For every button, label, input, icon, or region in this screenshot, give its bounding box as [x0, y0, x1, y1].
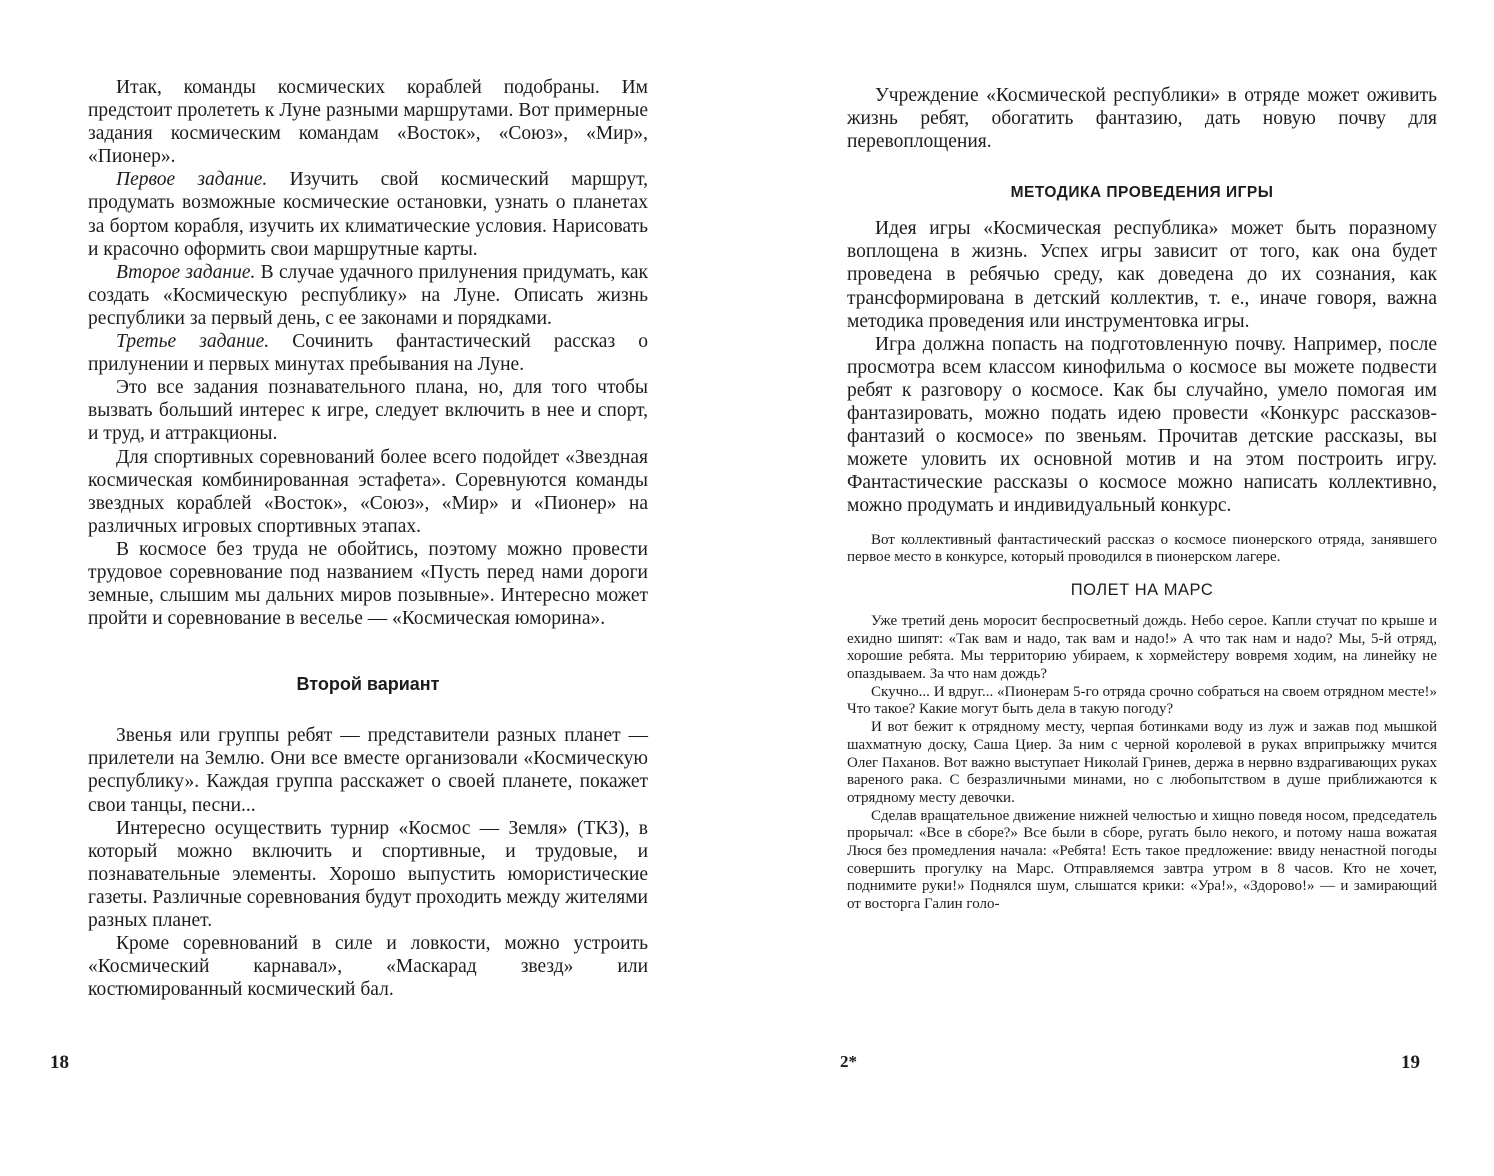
task-label: Второе задание. [116, 261, 256, 283]
right-page [747, 0, 1494, 1176]
story-paragraph: Уже третий день моросит беспросветный дождь. Небо серое. Капли стучат по крыше и ехидно шипят: «Так вам и надо, так вам и надо!» А что так нам и надо? Мы, 5-й отряд, хорошие ребята. Мы территорию убираем, к хормейстеру вовремя ходим, на линейку не опаздываем. За что нам дождь? [847, 612, 1437, 683]
paragraph [88, 330, 648, 376]
paragraph: Звенья или группы ребят — представители разных планет — прилетели на Землю. Они все вместе организовали «Космическую республику». Каждая группа расскажет о своей планете, покажет свои танцы, песни... [88, 725, 648, 816]
paragraph-text: В случае удачного прилунения придумать, как создать «Космическую республику» на Луне. Описать жизнь республики за первый день, с ее законами и порядками. [88, 261, 648, 329]
task-label: Третье задание. [116, 331, 270, 353]
paragraph: Итак, команды космических кораблей подобраны. Им предстоит пролететь к Луне разными маршрутами. Вот примерные задания космическим командам «Восток», «Союз», «Мир», «Пионер». [88, 77, 648, 168]
story-paragraph: И вот бежит к отрядному месту, черпая ботинками воду из луж и зажав под мышкой шахматную доску, Саша Циер. За ним с черной королевой в руках вприпрыжку мчится Олег Паханов. Вот важно выступает Николай Гринев, держа в нервно вздрагивающих руках вареного рака. С безразличными минами, но с любопытством в душе приближаются к отрядному месту девочки. [847, 719, 1437, 806]
paragraph [88, 168, 648, 260]
paragraph: Идея игры «Космическая республика» может быть поразному воплощена в жизнь. Успех игры зависит от того, как она будет проведена в ребячью среду, как доведена до их сознания, как трансформирована в детский коллектив, т. е., иначе говоря, важна методика проведения или инструментовка игры. [847, 218, 1437, 332]
paragraph: Это все задания познавательного плана, но, для того чтобы вызвать больший интерес к игре, следует включить в нее и спорт, и труд, и аттракционы. [88, 377, 648, 445]
paragraph [88, 261, 648, 330]
paragraph-text: Сочинить фантастический рассказ о прилунении и первых минутах пребывания на Луне. [88, 331, 648, 376]
left-column [88, 76, 648, 1001]
note-paragraph: Вот коллективный фантастический рассказ о космосе пионерского отряда, занявшего первое место в конкурсе, который проводился в пионерском лагере. [847, 531, 1437, 566]
section-heading: МЕТОДИКА ПРОВЕДЕНИЯ ИГРЫ [1010, 184, 1274, 202]
paragraph: Кроме соревнований в силе и ловкости, можно устроить «Космический карнавал», «Маскарад звезд» или костюмированный космический бал. [88, 933, 648, 1001]
paragraph: В космосе без труда не обойтись, поэтому можно провести трудовое соревнование под названием «Пусть перед нами дороги земные, слышим мы дальних миров позывные». Интересно может пройти и соревнование в веселье — «Космическая юморина». [88, 538, 648, 630]
story-title: ПОЛЕТ НА МАРС [1070, 580, 1214, 599]
page-number: 19 [1401, 1052, 1420, 1073]
paragraph-text: Изучить свой космический маршрут, продумать возможные космические остановки, узнать о планетах за бортом корабля, изучить их климатические условия. Нарисовать и красочно оформить свои маршрутные карты. [88, 169, 649, 260]
task-label: Первое задание. [116, 169, 268, 191]
paragraph: Для спортивных соревнований более всего подойдет «Звездная космическая комбинированная эстафета». Соревнуются команды звездных кораблей «Восток», «Союз», «Мир» и «Пионер» на различных игровых спортивных этапах. [88, 446, 648, 537]
section-heading: Второй вариант [296, 674, 440, 695]
story-paragraph: Сделав вращательное движение нижней челюстью и хищно поведя носом, председатель прорычал: «Все в сборе?» Все были в сборе, ругать было некого, и потому наша вожатая Люся без промедления начала: «Ребята! Есть такое предложение: ввиду ненастной погоды совершить прогулку на Марс. Отправляемся завтра утром в 8 часов. Кто не хочет, поднимите руки!» Поднялся шум, слышатся крики: «Ура!», «Здорово!» — и замирающий от восторга Галин голо- [847, 807, 1437, 913]
page-number: 18 [50, 1052, 69, 1073]
paragraph: Учреждение «Космической республики» в отряде может оживить жизнь ребят, обогатить фантазию, дать новую почву для перевоплощения. [847, 85, 1437, 153]
story-paragraph: Скучно... И вдруг... «Пионерам 5-го отряда срочно собраться на своем отрядном месте!» Что такое? Какие могут быть дела в такую погоду? [847, 683, 1437, 718]
right-column [847, 84, 1437, 914]
signature-mark: 2* [840, 1052, 857, 1071]
paragraph: Интересно осуществить турнир «Космос — Земля» (ТКЗ), в который можно включить и спортивные, и трудовые, и познавательные элементы. Хорошо выпустить юмористические газеты. Различные соревнования будут проходить между жителями разных планет. [88, 817, 648, 931]
paragraph: Игра должна попасть на подготовленную почву. Например, после просмотра всем классом кинофильма о космосе вы можете подвести ребят к разговору о космосе. Как бы случайно, умело помогая им фантазировать, можно подать идею провести «Конкурс рассказов-фантазий о космосе» по звеньям. Прочитав детские рассказы, вы можете уловить их основной мотив и на этом построить игру. Фантастические рассказы о космосе можно написать коллективно, можно продумать и индивидуальный конкурс. [847, 333, 1437, 517]
